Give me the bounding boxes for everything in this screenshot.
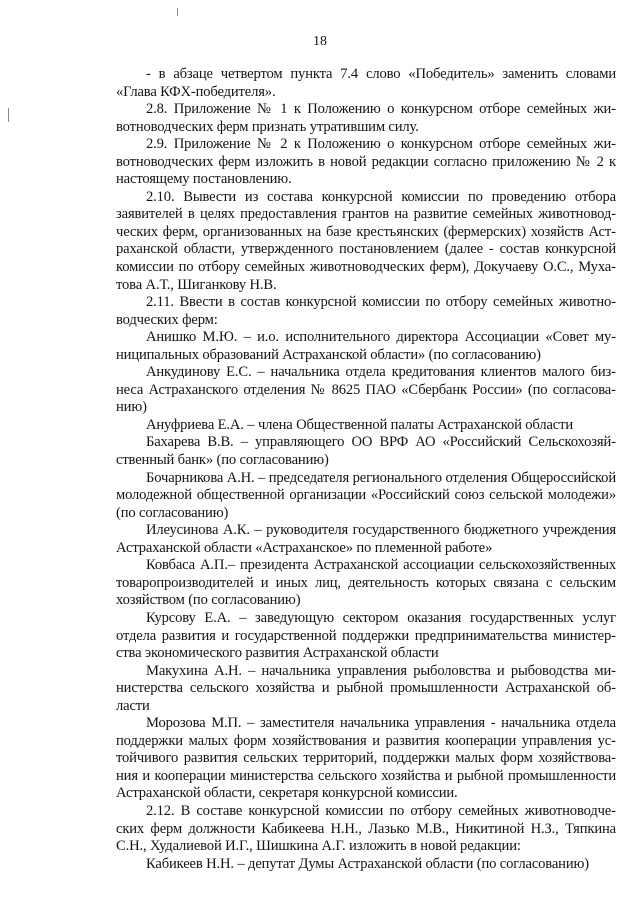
member-entry-bocharnikov: Бочарникова А.Н. – председателя регионального отделения Общероссийской молодежной общественной организации «Российский союз сельской молодежи» (по согласованию): [116, 469, 616, 521]
member-entry-morozov: Морозова М.П. – заместителя начальника управления - начальника отдела поддержки малых форм хозяйствования и развития кооперации управления устойчивого развития сельских территорий, поддержки малых форм хозяйствования и кооперации министерства сельского хозяйства и рыбной промышленности Астраханской области, секретаря конкурсной комиссии.: [116, 715, 616, 802]
paragraph-2-12: 2.12. В составе конкурсной комиссии по отбору семейных животноводческих ферм должности Кабикеева Н.Н., Лазько М.В., Никитиной Н.З., Тяпкина С.Н., Худалиевой И.Г., Шишкина А.Г. изложить в новой редакции:: [116, 802, 616, 855]
member-entry-bakharev: Бахарева В.В. – управляющего ОО ВРФ АО «Российский Сельскохозяйственный банк» (по согласованию): [116, 434, 616, 469]
member-entry-ileusinov: Илеусинова А.К. – руководителя государственного бюджетного учреждения Астраханской области «Астраханское» по племенной работе»: [116, 522, 616, 556]
page-number: 18: [313, 34, 327, 49]
member-entry-ankudinova: Анкудинову Е.С. – начальника отдела кредитования клиентов малого бизнеса Астраханского отделения № 8625 ПАО «Сбербанк России» (по согласованию): [116, 364, 616, 416]
member-entry-kabikeev: Кабикеев Н.Н. – депутат Думы Астраханской области (по согласованию): [146, 855, 589, 872]
paragraph-2-11: 2.11. Ввести в состав конкурсной комиссии по отбору семейных животноводческих ферм:: [116, 294, 616, 328]
scan-mark: [8, 108, 9, 122]
member-entry-kovbasa: Ковбаса А.П.– президента Астраханской ассоциации сельскохозяйственных товаропроизводителей и иных лиц, деятельность которых связана с сельским хозяйством (по согласованию): [116, 557, 616, 609]
member-entry-makukhin: Макухина А.Н. – начальника управления рыболовства и рыбоводства министерства сельского хозяйства и рыбной промышленности Астраханской области: [116, 662, 616, 714]
paragraph-2-8: 2.8. Приложение № 1 к Положению о конкурсном отборе семейных животноводческих ферм признать утратившим силу.: [116, 101, 616, 135]
member-entry-kursova: Курсову Е.А. – заведующую сектором оказания государственных услуг отдела развития и государственной поддержки предпринимательства министерства экономического развития Астраханской области: [116, 609, 616, 662]
member-entry-anufriev: Ануфриева Е.А. – члена Общественной палаты Астраханской области: [146, 416, 574, 433]
document-body: [116, 66, 616, 873]
member-entry-anishko: Анишко М.Ю. – и.о. исполнительного директора Ассоциации «Совет муниципальных образований Астраханской области» (по согласованию): [116, 329, 616, 363]
paragraph-2-10: 2.10. Вывести из состава конкурсной комиссии по проведению отбора заявителей в целях предоставления грантов на развитие семейных животноводческих ферм, организованных на базе крестьянских (фермерских) хозяйств Астраханской области, утвержденного постановлением (далее - состав конкурсной комиссии по отбору семейных животноводческих ферм), Докучаеву О.С., Мухатова А.Т., Шиганкову Н.В.: [116, 188, 616, 293]
scan-mark: [177, 8, 178, 16]
paragraph-2-9: 2.9. Приложение № 2 к Положению о конкурсном отборе семейных животноводческих ферм изложить в новой редакции согласно приложению № 2 к настоящему постановлению.: [116, 136, 616, 188]
paragraph-clause-7-4: - в абзаце четвертом пункта 7.4 слово «Победитель» заменить словами «Глава КФХ-победителя».: [116, 66, 616, 100]
